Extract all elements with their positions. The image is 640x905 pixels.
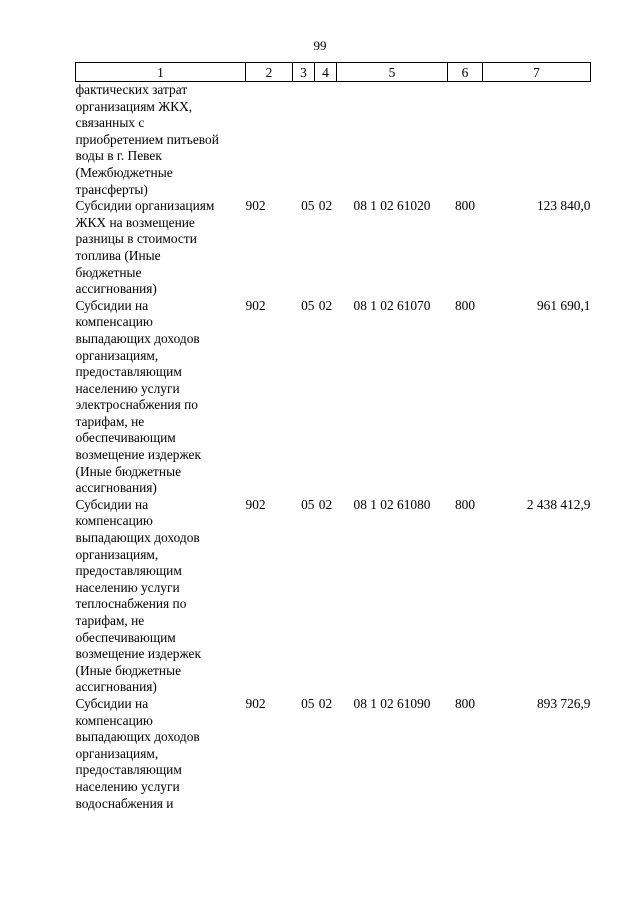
row-name-line: ассигнования) [75, 281, 157, 297]
row-name-line: ЖКХ на возмещение [75, 214, 195, 230]
row-subsection: 02 [318, 297, 333, 313]
row-name-line: выпадающих доходов [75, 530, 200, 546]
row-name-line: тарифам, не [75, 413, 145, 429]
row-subsection [315, 82, 337, 199]
row-name-line: тарифам, не [75, 613, 145, 628]
header-col-7: 7 [483, 63, 591, 82]
table-header [76, 63, 591, 82]
table-body [76, 82, 591, 813]
header-col-2: 2 [246, 63, 293, 82]
row-name-line: бюджетные [75, 264, 142, 280]
row-name-line: водоснабжения и [75, 795, 174, 811]
row-name-line: ассигнования) [75, 679, 157, 695]
row-name-line: выпадающих доходов [75, 330, 200, 346]
row-name-line: разницы в стоимости [75, 231, 197, 247]
row-name-line: населению услуги [75, 380, 180, 396]
table-row [76, 298, 591, 497]
row-target-article: 08 1 02 61020 [353, 198, 431, 214]
row-amount: 961 690,1 [536, 297, 591, 313]
header-col-4: 4 [315, 63, 337, 82]
row-name-line: компенсацию [75, 513, 153, 529]
header-col-6: 6 [448, 63, 483, 82]
row-target-article: 08 1 02 61090 [353, 695, 431, 711]
row-name-line: организациям, [75, 745, 159, 761]
row-expense-type: 800 [454, 695, 476, 711]
table-row [76, 198, 591, 298]
row-expense-type: 800 [454, 297, 476, 313]
row-admin-code: 902 [245, 695, 266, 711]
row-name-line: теплоснабжения по [75, 596, 187, 612]
row-name-line: (Иные бюджетные [75, 662, 182, 678]
row-name-line: (Межбюджетные [75, 164, 173, 180]
row-name-line: трансферты) [75, 181, 148, 197]
row-name-line: приобретением питьевой [75, 131, 219, 147]
row-name-line: Субсидии на [75, 695, 149, 711]
row-amount: 893 726,9 [536, 695, 591, 711]
row-name-line: обеспечивающим [75, 629, 176, 645]
row-name-line: связанных с [75, 115, 145, 131]
row-target-article [337, 82, 448, 199]
row-name-line: предоставляющим [75, 563, 182, 579]
row-section [293, 82, 315, 199]
row-name-line: Субсидии на [75, 297, 149, 313]
header-col-3: 3 [293, 63, 315, 82]
row-name-line: предоставляющим [75, 762, 182, 778]
row-name-line: выпадающих доходов [75, 729, 200, 745]
row-expense-type: 800 [454, 198, 476, 214]
row-name-line: Субсидии организациям [75, 198, 215, 214]
header-row [76, 63, 591, 82]
row-admin-code [246, 82, 293, 199]
page-number: 99 [313, 38, 327, 53]
header-col-1: 1 [76, 63, 246, 82]
row-subsection: 02 [318, 496, 333, 512]
row-amount: 2 438 412,9 [526, 496, 591, 512]
row-name-line: компенсацию [75, 314, 153, 330]
row-expense-type: 800 [454, 496, 476, 512]
row-name [76, 198, 246, 298]
row-section: 05 [301, 198, 315, 214]
table-row [76, 696, 591, 812]
row-admin-code: 902 [245, 297, 266, 313]
row-name-line: воды в г. Певек [75, 148, 162, 164]
row-section: 05 [301, 496, 315, 512]
row-name-line: обеспечивающим [75, 430, 176, 446]
row-name [76, 696, 246, 812]
row-name [76, 298, 246, 497]
row-name-line: фактических затрат [75, 82, 188, 97]
row-name-line: организациям ЖКХ, [75, 98, 193, 114]
row-name [76, 82, 246, 199]
row-name-line: (Иные бюджетные [75, 463, 182, 479]
row-name-line: предоставляющим [75, 364, 182, 380]
row-name-line: топлива (Иные [75, 247, 161, 263]
row-subsection: 02 [318, 198, 333, 214]
row-name-line: населению услуги [75, 778, 180, 794]
row-name-line: организациям, [75, 546, 159, 562]
header-col-5: 5 [337, 63, 448, 82]
row-admin-code: 902 [245, 496, 266, 512]
row-name-line: организациям, [75, 347, 159, 363]
table-row [76, 497, 591, 696]
row-name [76, 497, 246, 696]
row-name-line: возмещение издержек [75, 646, 202, 662]
row-section: 05 [301, 297, 315, 313]
row-amount: 123 840,0 [536, 198, 591, 214]
row-target-article: 08 1 02 61070 [353, 297, 431, 313]
row-name-line: возмещение издержек [75, 447, 202, 463]
budget-table [75, 62, 591, 812]
row-name-line: компенсацию [75, 712, 153, 728]
row-admin-code: 902 [245, 198, 266, 214]
row-name-line: Субсидии на [75, 496, 149, 512]
row-name-line: ассигнования) [75, 480, 157, 496]
row-name-line: населению услуги [75, 579, 180, 595]
row-name-line: электроснабжения по [75, 397, 198, 413]
table-row [76, 82, 591, 199]
row-section: 05 [301, 695, 315, 711]
row-subsection: 02 [318, 695, 333, 711]
row-target-article: 08 1 02 61080 [353, 496, 431, 512]
row-expense-type [448, 82, 483, 199]
row-amount [483, 82, 591, 199]
